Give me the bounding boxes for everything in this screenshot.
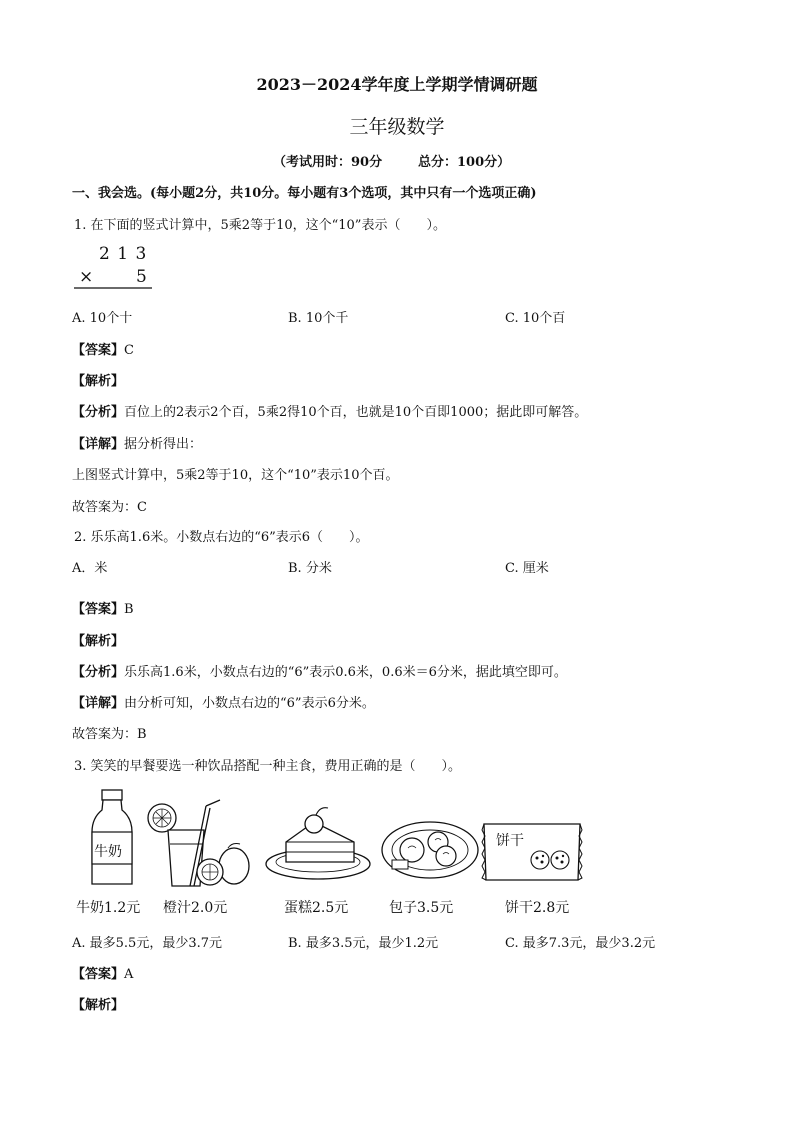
exam-subtitle: 三年级数学 — [349, 116, 445, 138]
exam-time: （考试用时：90分 — [273, 155, 383, 170]
q3-analysis-tag: 【解析】 — [72, 998, 125, 1013]
q2-answer-tag: 【答案】 — [72, 602, 125, 617]
q2-analysis-tag: 【解析】 — [72, 634, 125, 649]
q3-option-a: A. 最多5.5元，最少3.7元 — [72, 936, 223, 951]
q1-fenxi-line — [72, 401, 587, 420]
q1-answer: C — [124, 343, 134, 358]
q1-conclusion: 故答案为：C — [72, 500, 147, 515]
q1-xiangjie-line — [72, 433, 202, 452]
q2-answer-line — [72, 598, 134, 617]
total-score: 总分：100分） — [418, 155, 511, 170]
q1-answer-line — [72, 339, 134, 358]
q1-analysis-tag: 【解析】 — [72, 374, 125, 389]
q2-fenxi: 乐乐高1.6米，小数点右边的“6”表示0.6米，0.6米＝6分米，据此填空即可。 — [124, 665, 567, 680]
q2-option-c: C. 厘米 — [505, 561, 549, 576]
caption-biscuit: 饼干2.8元 — [505, 900, 570, 916]
q1-xiangjie: 据分析得出： — [124, 437, 203, 452]
exam-title: 2023－2024学年度上学期学情调研题 — [256, 75, 538, 94]
caption-buns: 包子3.5元 — [389, 900, 454, 916]
q3-answer-tag: 【答案】 — [72, 967, 125, 982]
q1-fenxi: 百位上的2表示2个百，5乘2得10个百，也就是10个百即1000；据此即可解答。 — [124, 405, 588, 420]
q3-option-c: C. 最多7.3元，最少3.2元 — [505, 936, 656, 951]
q2-conclusion: 故答案为：B — [72, 727, 147, 742]
q2-fenxi-line — [72, 661, 567, 680]
cake-icon — [264, 812, 376, 882]
milk-bottle-icon — [88, 788, 138, 888]
q2-xiangjie: 由分析可知，小数点右边的“6”表示6分米。 — [124, 696, 375, 711]
q3-answer-line — [72, 963, 133, 982]
q1-fenxi-tag: 【分析】 — [72, 405, 125, 420]
q2-xiangjie-line — [72, 692, 375, 711]
q1-answer-tag: 【答案】 — [72, 343, 125, 358]
orange-juice-icon — [146, 800, 251, 895]
q1-calc-top: 2 1 3 — [99, 244, 148, 264]
q3-text: 3. 笑笑的早餐要选一种饮品搭配一种主食，费用正确的是（ ）。 — [74, 759, 462, 774]
q1-option-b: B. 10个千 — [288, 311, 349, 326]
q1-calc-mul: 5 — [136, 267, 147, 287]
q2-fenxi-tag: 【分析】 — [72, 665, 125, 680]
q2-text: 2. 乐乐高1.6米。小数点右边的“6”表示6（ ）。 — [74, 530, 369, 545]
q1-detail: 上图竖式计算中，5乘2等于10，这个“10”表示10个百。 — [72, 468, 399, 483]
q2-option-a: A．米 — [72, 561, 108, 576]
steamed-buns-icon — [380, 820, 482, 882]
q1-option-c: C. 10个百 — [505, 311, 566, 326]
q1-text: 1. 在下面的竖式计算中，5乘2等于10，这个“10”表示（ ）。 — [74, 218, 446, 233]
caption-cake: 蛋糕2.5元 — [284, 900, 349, 916]
q1-option-a: A. 10个十 — [72, 311, 133, 326]
caption-orange-juice: 橙汁2.0元 — [163, 900, 228, 916]
q2-xiangjie-tag: 【详解】 — [72, 696, 125, 711]
milk-label: 牛奶 — [94, 844, 122, 860]
q1-xiangjie-tag: 【详解】 — [72, 437, 125, 452]
q3-answer: A — [124, 967, 134, 982]
q3-option-b: B. 最多3.5元，最少1.2元 — [288, 936, 439, 951]
q1-calc-op: × — [79, 267, 94, 287]
section-heading: 一、我会选。(每小题2分，共10分。每小题有3个选项，其中只有一个选项正确) — [72, 186, 537, 201]
q1-calc-line — [74, 287, 154, 291]
q2-answer: B — [124, 602, 134, 617]
caption-milk: 牛奶1.2元 — [76, 900, 141, 916]
q2-option-b: B. 分米 — [288, 561, 332, 576]
biscuit-label: 饼干 — [496, 833, 524, 849]
